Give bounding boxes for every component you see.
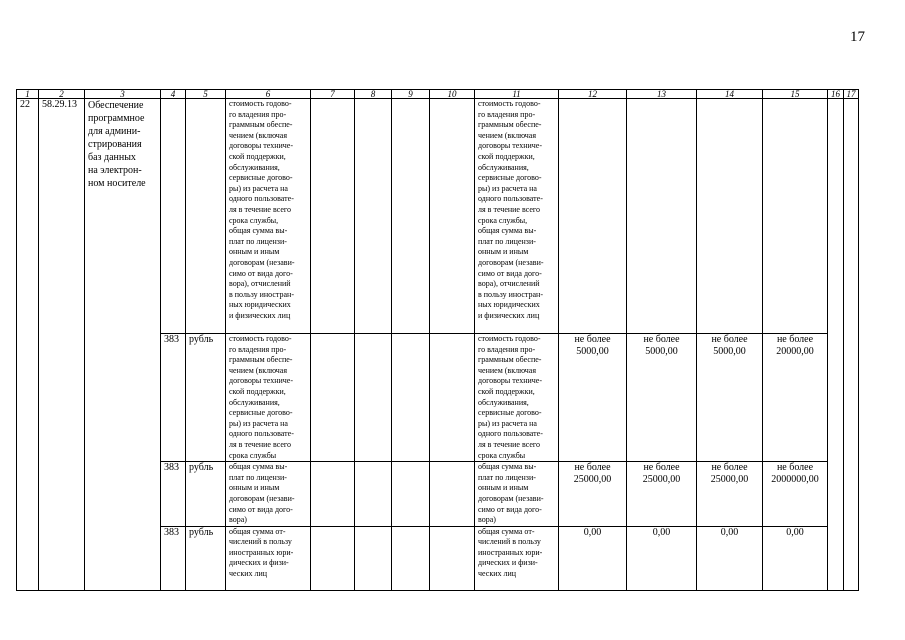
table-row <box>17 99 859 334</box>
value-cell: не более 25000,00 <box>697 462 763 527</box>
unit-code: 383 <box>161 334 186 462</box>
unit-name: рубль <box>186 334 226 462</box>
unit-code <box>161 99 186 334</box>
row-number: 22 <box>17 99 39 591</box>
column-number: 2 <box>39 90 85 99</box>
empty-cell <box>430 526 475 590</box>
characteristic-description: стоимость годово- го владения про- граммным обеспе- чением (включая договоры техниче- ской поддержки, обслуживания, сервисные догово- ры) из расчета на одного пользовате- ля в течение всего срока службы, общая сумма вы- плат по лицензи- онным и иным договорам (незави- симо от вида дого- вора), отчислений в пользу иностран- ных юридических и физических лиц <box>475 99 559 334</box>
column-number: 7 <box>311 90 355 99</box>
column-number-row <box>17 90 859 99</box>
column-number: 8 <box>355 90 392 99</box>
characteristic-description: общая сумма вы- плат по лицензи- онным и иным договорам (незави- симо от вида дого- вора) <box>226 462 311 527</box>
empty-cell <box>430 99 475 334</box>
value-cell: 0,00 <box>763 526 828 590</box>
unit-code: 383 <box>161 462 186 527</box>
value-cell: не более 5000,00 <box>559 334 627 462</box>
empty-cell <box>355 334 392 462</box>
empty-cell <box>392 99 430 334</box>
column-number: 14 <box>697 90 763 99</box>
empty-cell <box>828 99 844 591</box>
unit-code: 383 <box>161 526 186 590</box>
column-number: 17 <box>844 90 859 99</box>
column-number: 4 <box>161 90 186 99</box>
empty-cell <box>430 334 475 462</box>
column-number: 12 <box>559 90 627 99</box>
value-cell: 0,00 <box>559 526 627 590</box>
characteristic-description: стоимость годово- го владения про- граммным обеспе- чением (включая договоры техниче- ской поддержки, обслуживания, сервисные догово- ры) из расчета на одного пользовате- ля в течение всего срока службы, общая сумма вы- плат по лицензи- онным и иным договорам (незави- симо от вида дого- вора), отчислений в пользу иностран- ных юридических и физических лиц <box>226 99 311 334</box>
value-cell: не более 20000,00 <box>763 334 828 462</box>
column-number: 6 <box>226 90 311 99</box>
empty-cell <box>392 334 430 462</box>
empty-cell <box>392 526 430 590</box>
value-cell: не более 2000000,00 <box>763 462 828 527</box>
characteristic-description: общая сумма вы- плат по лицензи- онным и иным договорам (незави- симо от вида дого- вора) <box>475 462 559 527</box>
empty-cell <box>392 462 430 527</box>
characteristic-description: общая сумма от- числений в пользу иностранных юри- дических и физи- ческих лиц <box>226 526 311 590</box>
value-cell <box>697 99 763 334</box>
column-number: 16 <box>828 90 844 99</box>
empty-cell <box>311 526 355 590</box>
characteristic-description: общая сумма от- числений в пользу иностранных юри- дических и физи- ческих лиц <box>475 526 559 590</box>
value-cell <box>627 99 697 334</box>
empty-cell <box>355 462 392 527</box>
empty-cell <box>430 462 475 527</box>
value-cell <box>763 99 828 334</box>
okpd-code: 58.29.13 <box>39 99 85 591</box>
product-name: Обеспечение программное для админи- стрирования баз данных на электрон- ном носителе <box>85 99 161 591</box>
characteristic-description: стоимость годово- го владения про- граммным обеспе- чением (включая договоры техниче- ской поддержки, обслуживания, сервисные догово- ры) из расчета на одного пользовате- ля в течение всего срока службы <box>475 334 559 462</box>
empty-cell <box>311 462 355 527</box>
characteristic-description: стоимость годово- го владения про- граммным обеспе- чением (включая договоры техниче- ской поддержки, обслуживания, сервисные догово- ры) из расчета на одного пользовате- ля в течение всего срока службы <box>226 334 311 462</box>
value-cell: не более 5000,00 <box>627 334 697 462</box>
empty-cell <box>844 99 859 591</box>
value-cell: не более 25000,00 <box>559 462 627 527</box>
empty-cell <box>311 334 355 462</box>
column-number: 9 <box>392 90 430 99</box>
specification-table <box>16 89 859 591</box>
column-number: 11 <box>475 90 559 99</box>
empty-cell <box>311 99 355 334</box>
unit-name: рубль <box>186 462 226 527</box>
value-cell: 0,00 <box>627 526 697 590</box>
column-number: 5 <box>186 90 226 99</box>
column-number: 15 <box>763 90 828 99</box>
unit-name: рубль <box>186 526 226 590</box>
column-number: 10 <box>430 90 475 99</box>
value-cell: не более 25000,00 <box>627 462 697 527</box>
page-number: 17 <box>850 29 865 45</box>
value-cell <box>559 99 627 334</box>
empty-cell <box>355 526 392 590</box>
column-number: 13 <box>627 90 697 99</box>
empty-cell <box>355 99 392 334</box>
value-cell: 0,00 <box>697 526 763 590</box>
value-cell: не более 5000,00 <box>697 334 763 462</box>
unit-name <box>186 99 226 334</box>
column-number: 3 <box>85 90 161 99</box>
column-number: 1 <box>17 90 39 99</box>
